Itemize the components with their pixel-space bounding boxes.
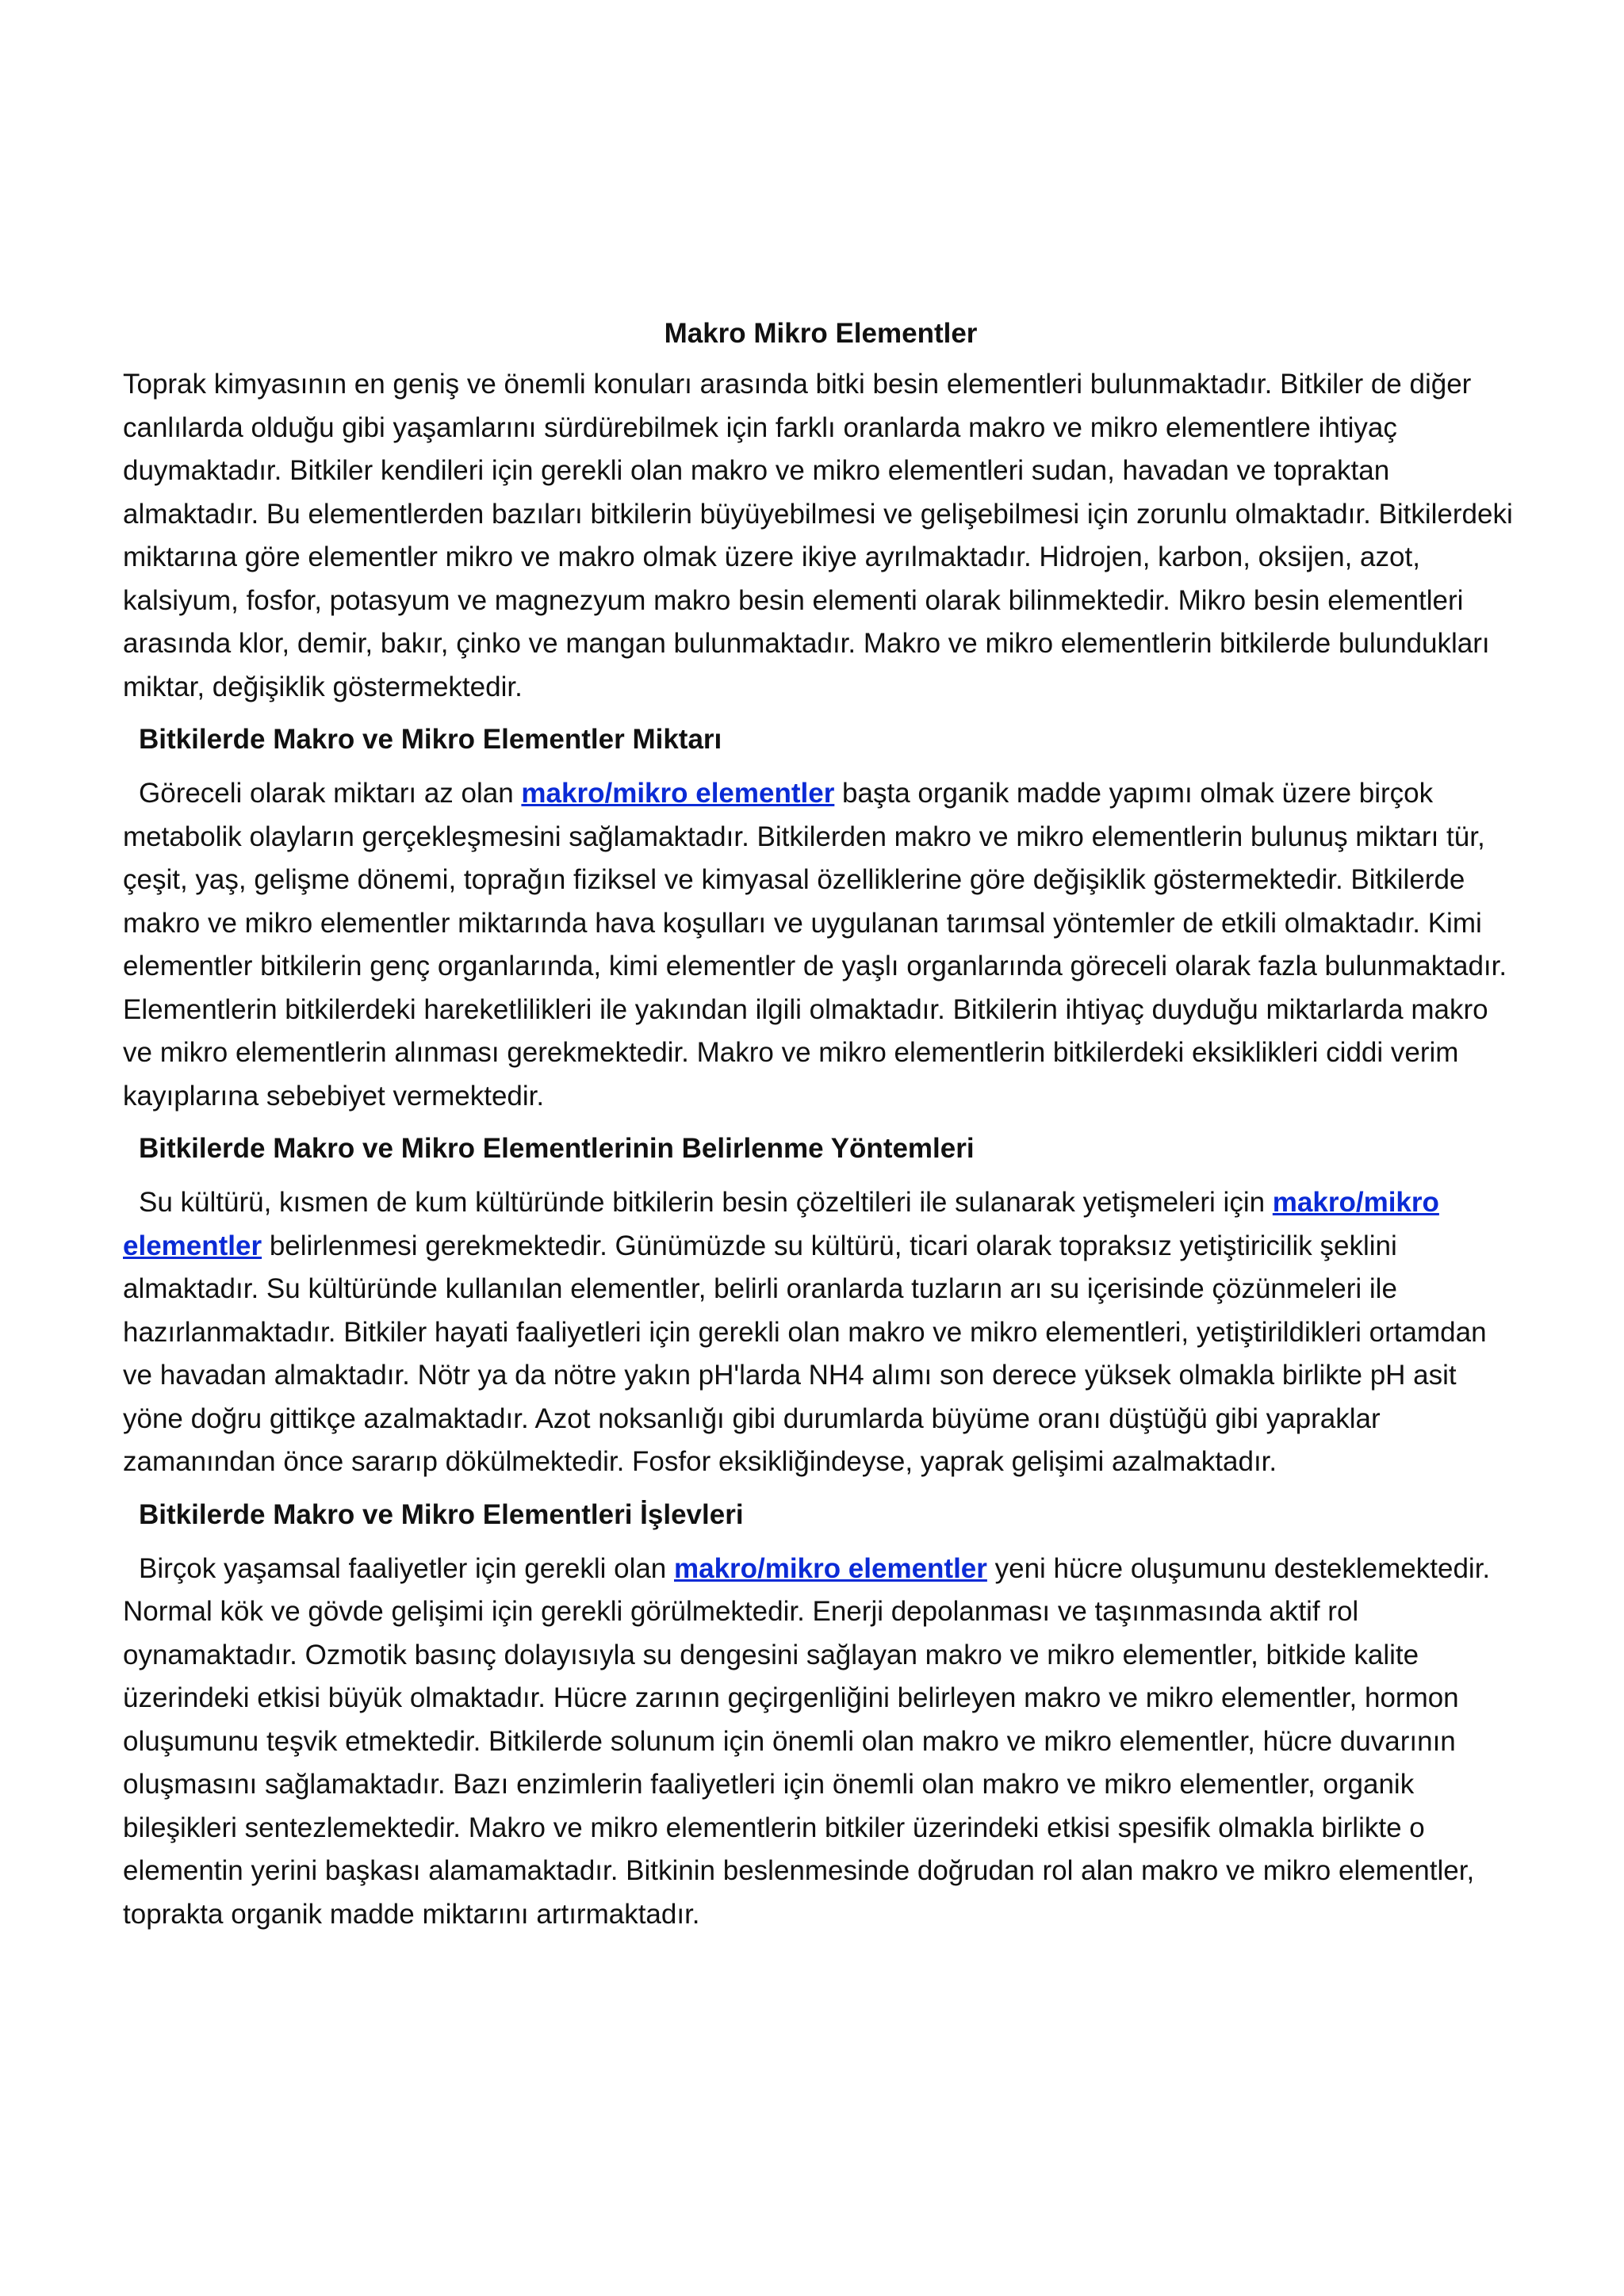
section-paragraph-belirlenme <box>123 1181 1519 1484</box>
paragraph-text: belirlenmesi gerekmektedir. Günümüzde su kültürü, ticari olarak topraksız yetiştiricilik şeklini almaktadır. Su kültüründe kullanılan elementler, belirli oranlarda tuzların arı su içerisinde çözünmeleri ile hazırlanmaktadır. Bitkiler hayati faaliyetleri için gerekli olan makro ve mikro elementleri, yetiştirildikleri ortamdan ve havadan almaktadır. Nötr ya da nötre yakın pH'larda NH4 alımı son derece yüksek olmakla birlikte pH asit yöne doğru gittikçe azalmaktadır. Azot noksanlığı gibi durumlarda büyüme oranı düştüğü gibi yapraklar zamanından önce sararıp dökülmektedir. Fosfor eksikliğindeyse, yaprak gelişimi azalmaktadır. <box>123 1230 1487 1477</box>
makro-mikro-elementler-link[interactable]: makro/mikro elementler <box>521 778 835 809</box>
section-heading-belirlenme: Bitkilerde Makro ve Mikro Elementlerinin Belirlenme Yöntemleri <box>139 1133 975 1164</box>
paragraph-text: başta organik madde yapımı olmak üzere birçok metabolik olayların gerçekleşmesini sağlamaktadır. Bitkilerden makro ve mikro elementlerin bulunuş miktarı tür, çeşit, yaş, gelişme dönemi, toprağın fiziksel ve kimyasal özelliklerine göre değişiklik göstermektedir. Bitkilerde makro ve mikro elementler miktarında hava koşulları ve uygulanan tarımsal yöntemler de etkili olmaktadır. Kimi elementler bitkilerin genç organlarında, kimi elementler de yaşlı organlarında göreceli olarak fazla bulunmaktadır. Elementlerin bitkilerdeki hareketlilikleri ile yakından ilgili olmaktadır. Bitkilerin ihtiyaç duyduğu miktarlarda makro ve mikro elementlerin alınması gerekmektedir. Makro ve mikro elementlerin bitkilerdeki eksiklikleri ciddi verim kayıplarına sebebiyet vermektedir. <box>123 778 1507 1112</box>
paragraph-text: Su kültürü, kısmen de kum kültüründe bitkilerin besin çözeltileri ile sulanarak yetişmeleri için <box>139 1187 1273 1218</box>
makro-mikro-elementler-link[interactable]: makro/mikro elementler <box>674 1552 987 1584</box>
document-page <box>123 311 1519 1936</box>
section-paragraph-islevleri <box>123 1548 1519 1937</box>
section-paragraph-miktari <box>123 772 1519 1118</box>
document-title: Makro Mikro Elementler <box>664 318 978 349</box>
section-heading-miktari: Bitkilerde Makro ve Mikro Elementler Miktarı <box>139 724 722 755</box>
paragraph-text: yeni hücre oluşumunu desteklemektedir. Normal kök ve gövde gelişimi için gerekli görülmektedir. Enerji depolanması ve taşınmasında aktif rol oynamaktadır. Ozmotik basınç dolayısıyla su dengesini sağlayan makro ve mikro elementler, bitkide kalite üzerindeki etkisi büyük olmaktadır. Hücre zarının geçirgenliğini belirleyen makro ve mikro elementler, hormon oluşumunu teşvik etmektedir. Bitkilerde solunum için önemli olan makro ve mikro elementler, hücre duvarının oluşmasını sağlamaktadır. Bazı enzimlerin faaliyetleri için önemli olan makro ve mikro elementler, organik bileşikleri sentezlemektedir. Makro ve mikro elementlerin bitkiler üzerindeki etkisi spesifik olmakla birlikte o elementin yerini başkası alamamaktadır. Bitkinin beslenmesinde doğrudan rol alan makro ve mikro elementler, toprakta organik madde miktarını artırmaktadır. <box>123 1552 1491 1930</box>
intro-paragraph: Toprak kimyasının en geniş ve önemli konuları arasında bitki besin elementleri bulunmaktadır. Bitkiler de diğer canlılarda olduğu gibi yaşamlarını sürdürebilmek için farklı oranlarda makro ve mikro elementlere ihtiyaç duymaktadır. Bitkiler kendileri için gerekli olan makro ve mikro elementleri sudan, havadan ve topraktan almaktadır. Bu elementlerden bazıları bitkilerin büyüyebilmesi ve gelişebilmesi için zorunlu olmaktadır. Bitkilerdeki miktarına göre elementler mikro ve makro olmak üzere ikiye ayrılmaktadır. Hidrojen, karbon, oksijen, azot, kalsiyum, fosfor, potasyum ve magnezyum makro besin elementi olarak bilinmektedir. Mikro besin elementleri arasında klor, demir, bakır, çinko ve mangan bulunmaktadır. Makro ve mikro elementlerin bitkilerde bulundukları miktar, değişiklik göstermektedir. <box>123 369 1513 702</box>
paragraph-text: Birçok yaşamsal faaliyetler için gerekli olan <box>139 1552 674 1584</box>
paragraph-text: Göreceli olarak miktarı az olan <box>139 778 522 809</box>
section-heading-islevleri: Bitkilerde Makro ve Mikro Elementleri İşlevleri <box>139 1498 744 1530</box>
makro-mikro-elementler-link[interactable]: makro/mikro elementler <box>123 1187 1439 1261</box>
